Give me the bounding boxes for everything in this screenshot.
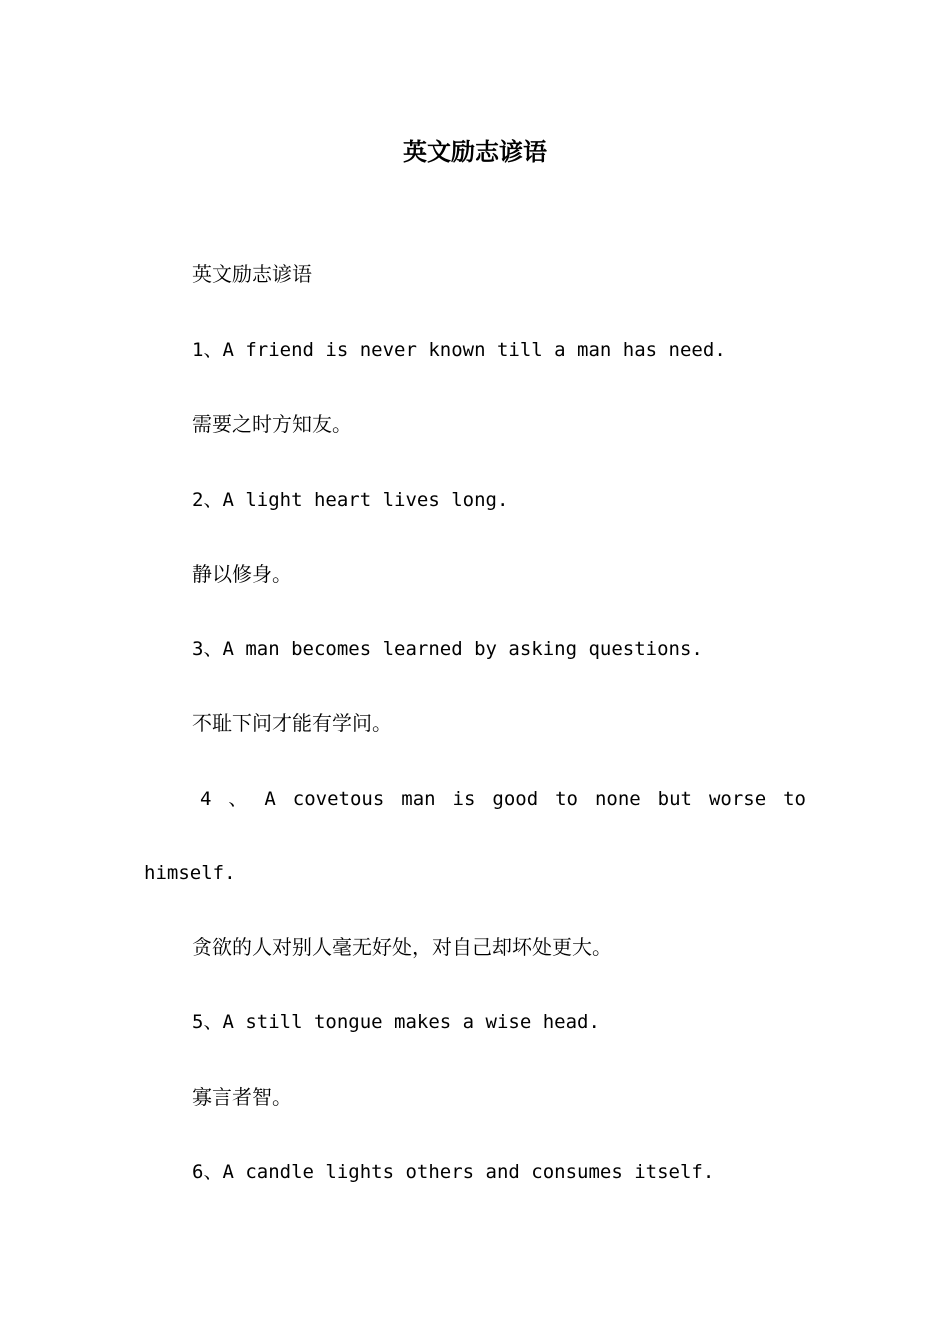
proverb-1-chinese: 需要之时方知友。 xyxy=(192,412,352,436)
proverb-2-chinese: 静以修身。 xyxy=(192,562,292,586)
word: good xyxy=(492,788,539,810)
word: to xyxy=(555,788,578,810)
word: worse xyxy=(708,788,767,810)
proverb-4-chinese: 贪欲的人对别人毫无好处，对自己却坏处更大。 xyxy=(192,935,612,959)
proverb-2-english: 2、A light heart lives long. xyxy=(192,489,509,511)
word: none xyxy=(594,788,641,810)
word: man xyxy=(401,788,436,810)
word: A xyxy=(264,788,276,810)
document-title: 英文励志谚语 xyxy=(403,137,547,166)
proverb-3-english: 3、A man becomes learned by asking questions. xyxy=(192,638,703,660)
proverb-4-english-line-2: himself. xyxy=(144,862,236,884)
word: 、 xyxy=(228,788,248,810)
word: to xyxy=(783,788,806,810)
proverb-5-chinese: 寡言者智。 xyxy=(192,1085,292,1109)
proverb-4-english-line-1 xyxy=(200,784,806,814)
word: but xyxy=(657,788,692,810)
word: covetous xyxy=(292,788,385,810)
proverb-1-english: 1、A friend is never known till a man has need. xyxy=(192,339,726,361)
proverb-3-chinese: 不耻下问才能有学问。 xyxy=(192,711,392,735)
section-heading: 英文励志谚语 xyxy=(192,262,312,286)
proverb-5-english: 5、A still tongue makes a wise head. xyxy=(192,1011,600,1033)
proverb-6-english: 6、A candle lights others and consumes itself. xyxy=(192,1161,715,1183)
word: is xyxy=(452,788,476,810)
word: 4 xyxy=(200,788,212,810)
